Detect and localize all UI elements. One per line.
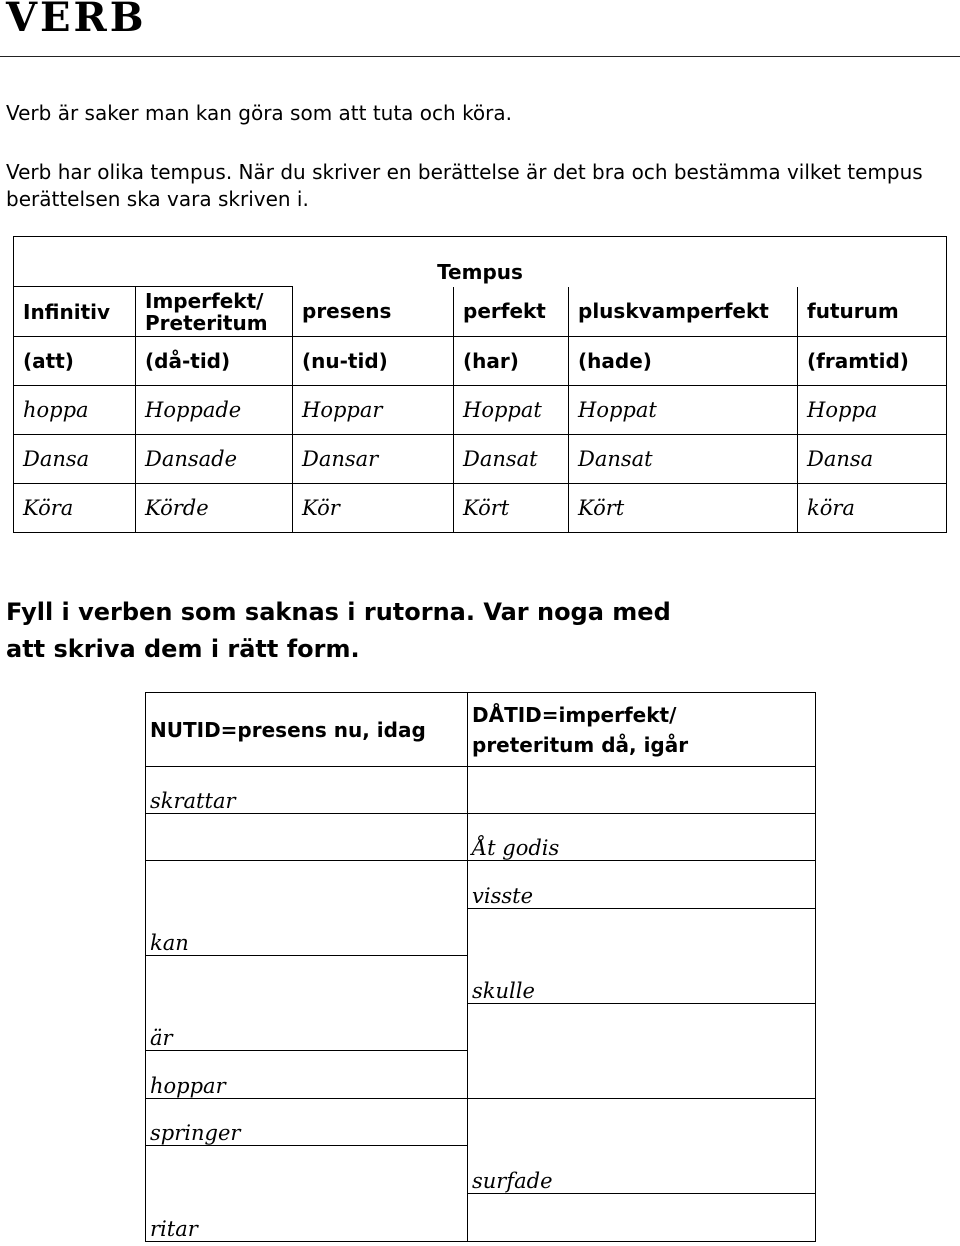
table-row [14,386,947,435]
nutid-cell[interactable]: är [146,1004,468,1051]
tense-hint-row [14,337,947,386]
nutid-cell[interactable]: ritar [146,1194,468,1242]
verb-cell: Hoppade [136,386,293,435]
verb-cell: Dansar [293,435,454,484]
verb-cell: Dansa [798,435,947,484]
table-row [146,956,816,1004]
table-row [146,1099,816,1146]
hint-cell: (då-tid) [136,337,293,386]
nutid-cell[interactable]: kan [146,909,468,956]
verb-cell: Dansade [136,435,293,484]
hint-cell: (hade) [569,337,798,386]
datid-header: DÅTID=imperfekt/ preteritum då, igår [468,693,816,767]
table-row [146,1194,816,1242]
exercise-table [145,692,816,1242]
datid-cell[interactable] [468,1099,816,1146]
verb-cell: Hoppat [569,386,798,435]
nutid-header: NUTID=presens nu, idag [146,693,468,767]
nutid-cell[interactable] [146,814,468,861]
datid-cell[interactable] [468,909,816,956]
col-header-infinitiv: Infinitiv [14,287,136,337]
exercise-instruction: Fyll i verben som saknas i rutorna. Var noga med att skriva dem i rätt form. [6,598,671,663]
verb-cell: Kör [293,484,454,533]
verb-cell: hoppa [14,386,136,435]
datid-cell[interactable] [468,1004,816,1051]
verb-cell: Hoppa [798,386,947,435]
table-row [146,767,816,814]
table-row [146,909,816,956]
table-row [146,861,816,909]
verb-cell: Dansat [454,435,569,484]
exercise-header-row [146,693,816,767]
datid-cell[interactable]: visste [468,861,816,909]
table-row [146,1051,816,1099]
col-header-presens: presens [293,287,454,337]
verb-cell: Kört [569,484,798,533]
datid-cell[interactable]: Åt godis [468,814,816,861]
intro-line-1: Verb är saker man kan göra som att tuta och köra. [6,101,513,125]
page-title: VERB [6,0,147,41]
hint-cell: (framtid) [798,337,947,386]
table-row [146,814,816,861]
nutid-cell[interactable] [146,861,468,909]
verb-cell: Körde [136,484,293,533]
verb-cell: Kört [454,484,569,533]
intro-line-2: Verb har olika tempus. När du skriver en berättelse är det bra och bestämma vilket tempus berättelsen ska vara skriven i. [6,160,923,211]
nutid-cell[interactable] [146,956,468,1004]
verb-cell: köra [798,484,947,533]
table-row [14,435,947,484]
table-row [14,484,947,533]
tense-group-row [14,237,947,287]
datid-cell[interactable] [468,1051,816,1099]
nutid-cell[interactable]: springer [146,1099,468,1146]
datid-cell[interactable]: surfade [468,1146,816,1194]
verb-cell: Dansat [569,435,798,484]
datid-cell[interactable] [468,1194,816,1242]
col-header-perfekt: perfekt [454,287,569,337]
hint-cell: (nu-tid) [293,337,454,386]
datid-cell[interactable]: skulle [468,956,816,1004]
nutid-cell[interactable]: hoppar [146,1051,468,1099]
verb-cell: Köra [14,484,136,533]
tempus-header: Tempus [437,260,523,284]
hint-cell: (har) [454,337,569,386]
col-header-imperfekt: Imperfekt/ Preteritum [136,287,293,337]
verb-cell: Dansa [14,435,136,484]
title-divider [0,56,960,57]
tense-table [13,236,947,533]
datid-cell[interactable] [468,767,816,814]
nutid-cell[interactable]: skrattar [146,767,468,814]
col-header-futurum: futurum [798,287,947,337]
nutid-cell[interactable] [146,1146,468,1194]
hint-cell: (att) [14,337,136,386]
table-row [146,1004,816,1051]
col-header-pluskvamperfekt: pluskvamperfekt [569,287,798,337]
table-row [146,1146,816,1194]
tense-header-row [14,287,947,337]
verb-cell: Hoppar [293,386,454,435]
verb-cell: Hoppat [454,386,569,435]
